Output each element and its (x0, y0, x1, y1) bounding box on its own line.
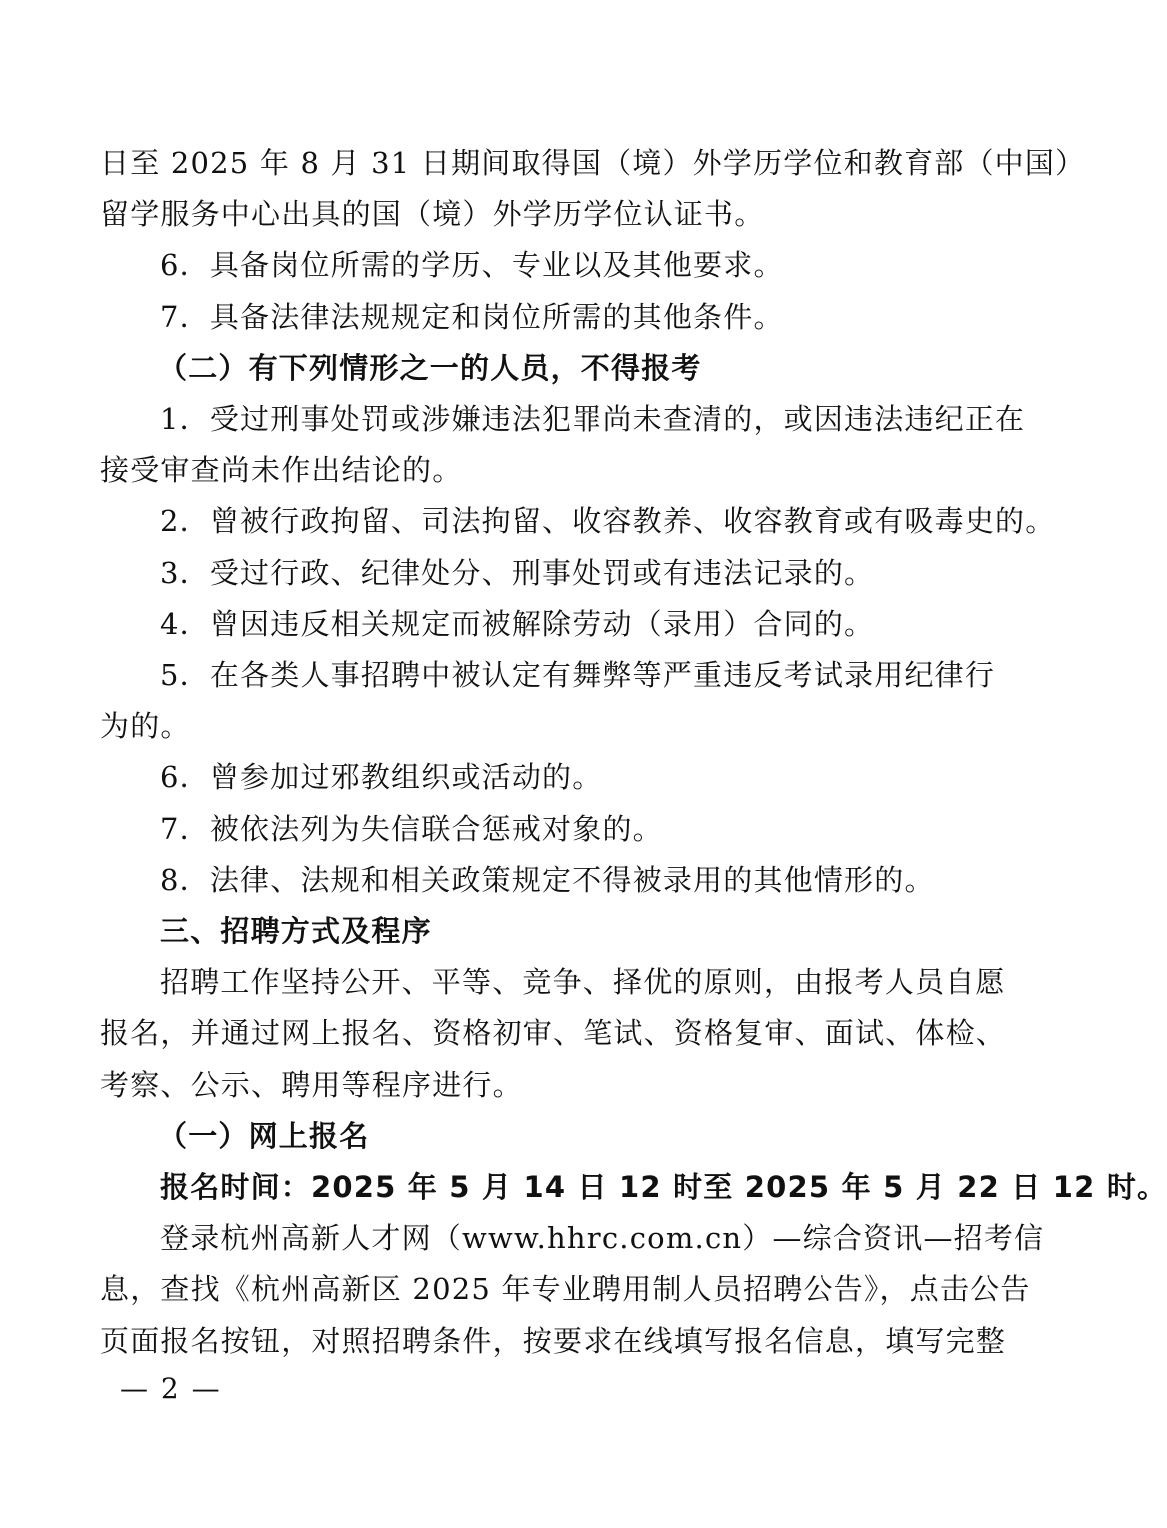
text-line: 接受审查尚未作出结论的。 (100, 453, 463, 488)
list-item: 6．曾参加过邪教组织或活动的。 (160, 760, 603, 795)
section-heading: 三、招聘方式及程序 (160, 914, 432, 949)
list-item: 7．具备法律法规规定和岗位所需的其他条件。 (160, 299, 784, 334)
paragraph-line: 招聘工作坚持公开、平等、竞争、择优的原则，由报考人员自愿 (160, 965, 1006, 1000)
list-item: 8．法律、法规和相关政策规定不得被录用的其他情形的。 (160, 862, 935, 897)
paragraph-line: 报名，并通过网上报名、资格初审、笔试、资格复审、面试、体检、 (100, 1016, 1007, 1051)
section-subheading: （一）网上报名 (158, 1118, 370, 1153)
paragraph-line: 考察、公示、聘用等程序进行。 (100, 1067, 523, 1102)
list-item: 3．受过行政、纪律处分、刑事处罚或有违法记录的。 (160, 555, 875, 590)
list-item: 5．在各类人事招聘中被认定有舞弊等严重违反考试录用纪律行 (160, 658, 996, 693)
list-item: 1．受过刑事处罚或涉嫌违法犯罪尚未查清的，或因违法违纪正在 (160, 402, 1026, 437)
section-subheading: （二）有下列情形之一的人员，不得报考 (158, 350, 702, 385)
registration-time: 报名时间：2025 年 5 月 14 日 12 时至 2025 年 5 月 22 日 12 时。 (160, 1170, 1167, 1205)
text-line: 日至 2025 年 8 月 31 日期间取得国（境）外学历学位和教育部（中国） (100, 146, 1086, 180)
list-item: 6．具备岗位所需的学历、专业以及其他要求。 (160, 248, 784, 283)
paragraph-line: 息，查找《杭州高新区 2025 年专业聘用制人员招聘公告》，点击公告 (100, 1272, 1031, 1307)
text-line: 留学服务中心出具的国（境）外学历学位认证书。 (100, 197, 765, 232)
paragraph-line: 页面报名按钮，对照招聘条件，按要求在线填写报名信息，填写完整 (100, 1323, 1007, 1358)
page-number: — 2 — (120, 1372, 222, 1405)
list-item: 7．被依法列为失信联合惩戒对象的。 (160, 811, 663, 846)
paragraph-line: 登录杭州高新人才网（www.hhrc.com.cn）—综合资讯—招考信 (160, 1221, 1045, 1256)
list-item: 2．曾被行政拘留、司法拘留、收容教养、收容教育或有吸毒史的。 (160, 504, 1056, 539)
list-item: 4．曾因违反相关规定而被解除劳动（录用）合同的。 (160, 606, 875, 641)
document-body (100, 138, 1167, 1367)
text-line: 为的。 (100, 709, 191, 744)
